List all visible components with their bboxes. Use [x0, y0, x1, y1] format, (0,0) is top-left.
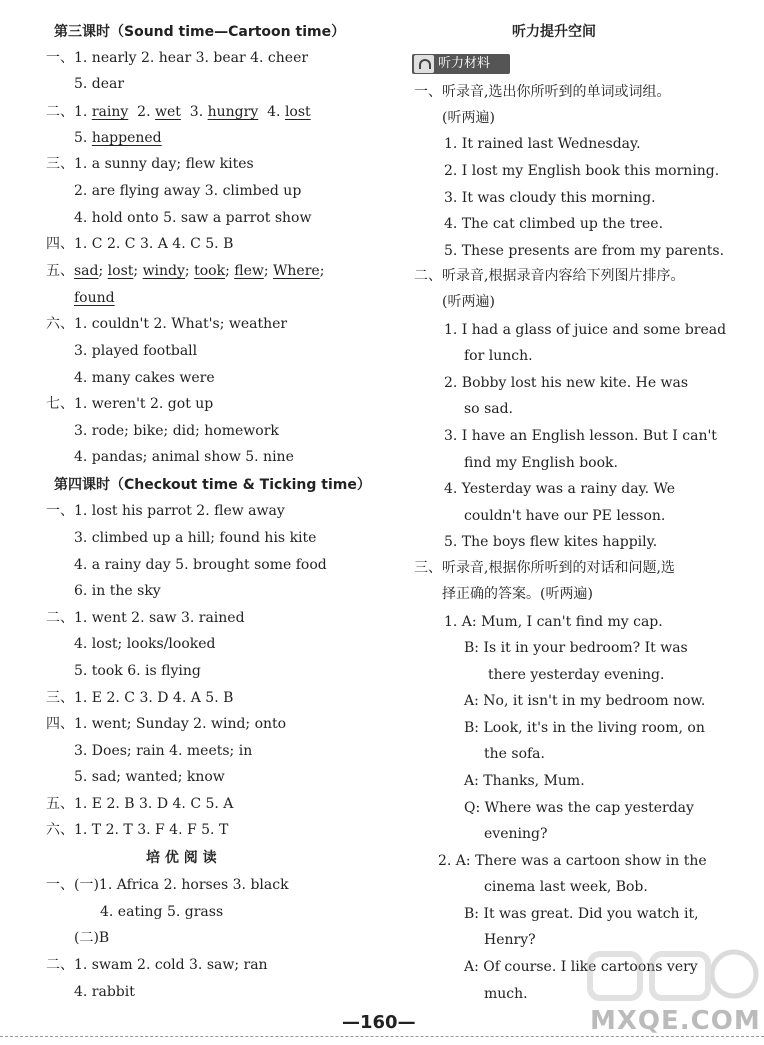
script-line: 3. I have an English lesson. But I can't — [444, 428, 717, 444]
answer-line: 4. rabbit — [74, 984, 135, 1000]
dialogue-line: Q: Where was the cap yesterday — [464, 800, 694, 816]
answer-line: 七、1. weren't 2. got up — [46, 396, 214, 412]
answer-line: 五、1. E 2. B 3. D 4. C 5. A — [46, 796, 234, 812]
dialogue-line: much. — [484, 986, 528, 1002]
section-heading-lesson3: 第三课时（Sound time—Cartoon time） — [54, 24, 346, 40]
answer-line: 3. played football — [74, 343, 198, 359]
script-line: 2. I lost my English book this morning. — [444, 163, 720, 179]
answer-line: 3. Does; rain 4. meets; in — [74, 743, 253, 759]
watermark-text: MXQE.COM — [590, 1006, 761, 1036]
script-line: 3. It was cloudy this morning. — [444, 190, 656, 206]
answer-line: (二)B — [74, 930, 110, 946]
answer-line: 四、1. went; Sunday 2. wind; onto — [46, 716, 287, 732]
answer-line: 2. are flying away 3. climbed up — [74, 183, 302, 199]
dialogue-line: B: Is it in your bedroom? It was — [464, 640, 688, 656]
question-line: 三、听录音,根据你所听到的对话和问题,选 — [414, 560, 675, 576]
dialogue-line: 2. A: There was a cartoon show in the — [438, 853, 707, 869]
script-line: 5. The boys flew kites happily. — [444, 534, 658, 550]
dialogue-line: Henry? — [484, 932, 536, 948]
answer-line: 6. in the sky — [74, 583, 161, 599]
dialogue-line: A: No, it isn't in my bedroom now. — [464, 693, 706, 709]
answer-line-underlined: found — [74, 290, 115, 306]
answer-line: 3. rode; bike; did; homework — [74, 423, 279, 439]
script-line: for lunch. — [464, 348, 533, 364]
script-line: so sad. — [464, 401, 514, 417]
dialogue-line: B: It was great. Did you watch it, — [464, 906, 699, 922]
answer-line: 3. climbed up a hill; found his kite — [74, 530, 317, 546]
question-line: 二、听录音,根据录音内容给下列图片排序。 — [414, 268, 685, 284]
answer-line-underlined: 二、1. rainy 2. wet 3. hungry 4. lost — [46, 104, 311, 120]
script-line: 4. Yesterday was a rainy day. We — [444, 481, 676, 497]
dialogue-line: A: Of course. I like cartoons very — [464, 959, 698, 975]
section-heading-reading: 培 优 阅 读 — [146, 850, 217, 866]
script-line: 4. The cat climbed up the tree. — [444, 216, 664, 232]
answer-line: 四、1. C 2. C 3. A 4. C 5. B — [46, 236, 234, 252]
answer-line: 4. lost; looks/looked — [74, 636, 216, 652]
answer-line: 4. hold onto 5. saw a parrot show — [74, 210, 312, 226]
answer-line: 三、1. a sunny day; flew kites — [46, 156, 254, 172]
dialogue-line: there yesterday evening. — [488, 667, 665, 683]
page-number: —160— — [342, 1012, 416, 1033]
answer-line: 4. eating 5. grass — [100, 904, 224, 920]
question-line: 一、听录音,选出你所听到的单词或词组。 — [414, 84, 671, 100]
dialogue-line: evening? — [484, 826, 548, 842]
answer-line: 三、1. E 2. C 3. D 4. A 5. B — [46, 690, 234, 706]
dialogue-line: the sofa. — [484, 746, 545, 762]
question-line: (听两遍) — [442, 294, 495, 310]
answer-line: 5. sad; wanted; know — [74, 769, 225, 785]
answer-line: 4. pandas; animal show 5. nine — [74, 449, 294, 465]
section-heading-listening: 听力提升空间 — [512, 24, 596, 40]
listening-material-tag: 听力材料 — [412, 54, 510, 74]
question-line: (听两遍) — [442, 110, 495, 126]
answer-line: 二、1. went 2. saw 3. rained — [46, 610, 245, 626]
script-line: couldn't have our PE lesson. — [464, 508, 666, 524]
dialogue-line: B: Look, it's in the living room, on — [464, 720, 705, 736]
answer-line: 一、(一)1. Africa 2. horses 3. black — [46, 877, 289, 893]
dialogue-line: 1. A: Mum, I can't find my cap. — [444, 614, 663, 630]
script-line: find my English book. — [464, 455, 618, 471]
answer-line: 4. a rainy day 5. brought some food — [74, 557, 327, 573]
answer-line: 六、1. T 2. T 3. F 4. F 5. T — [46, 822, 229, 838]
answer-line: 5. took 6. is flying — [74, 663, 201, 679]
answer-line: 一、1. nearly 2. hear 3. bear 4. cheer — [46, 50, 309, 66]
answer-line-underlined: 五、sad; lost; windy; took; flew; Where; — [46, 263, 325, 279]
answer-line-underlined: 5. happened — [74, 130, 162, 146]
question-line: 择正确的答案。(听两遍) — [442, 586, 593, 602]
answer-line: 4. many cakes were — [74, 370, 215, 386]
answer-line: 二、1. swam 2. cold 3. saw; ran — [46, 957, 268, 973]
section-heading-lesson4: 第四课时（Checkout time & Ticking time） — [54, 477, 371, 493]
answer-line: 5. dear — [74, 76, 125, 92]
script-line: 1. It rained last Wednesday. — [444, 136, 641, 152]
script-line: 2. Bobby lost his new kite. He was — [444, 375, 689, 391]
script-line: 1. I had a glass of juice and some bread — [444, 322, 727, 338]
dialogue-line: cinema last week, Bob. — [484, 879, 648, 895]
dialogue-line: A: Thanks, Mum. — [464, 773, 585, 789]
answer-line: 一、1. lost his parrot 2. flew away — [46, 503, 285, 519]
headphones-icon — [414, 55, 434, 73]
script-line: 5. These presents are from my parents. — [444, 243, 725, 259]
answer-line: 六、1. couldn't 2. What's; weather — [46, 316, 288, 332]
